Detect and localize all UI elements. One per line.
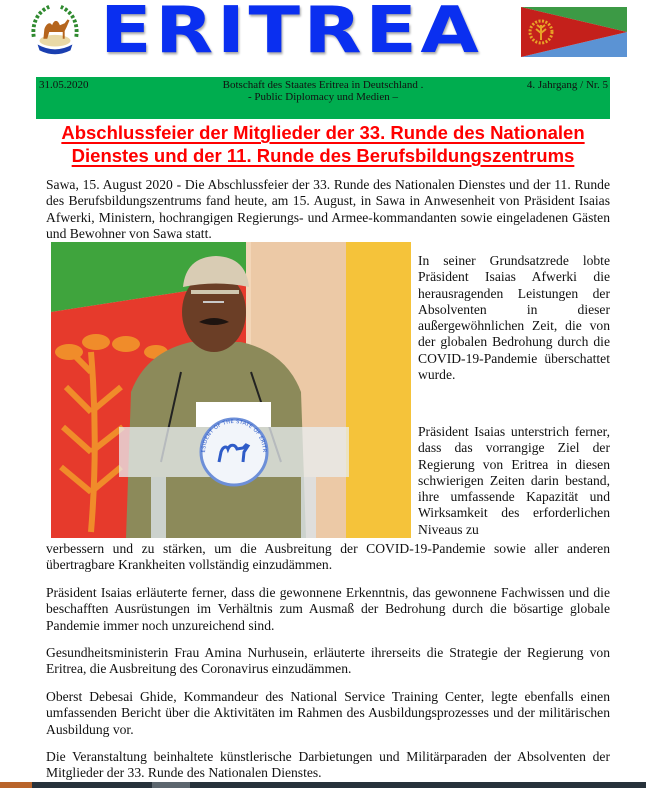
bottom-bar-accent	[0, 782, 32, 788]
issue-date: 31.05.2020	[39, 79, 89, 91]
masthead-banner	[36, 77, 610, 119]
issue-number: 4. Jahrgang / Nr. 5	[526, 79, 608, 91]
podium-seal-text-path: ESIDENT OF THE STATE OF ERITR	[200, 418, 268, 453]
paragraph-health-minister: Gesundheitsministerin Frau Amina Nurhusein, erläuterte ihrerseits die Strategie der Regierung von Eritrea, die Ausbreitung des Coronavirus einzudämmen.	[46, 645, 610, 677]
side-paragraph-2: Präsident Isaias unterstrich ferner, dass das vorrangige Ziel der Regierung von Eritrea in diesen schwierigen Zeiten darin bestand, ihre umfassende Kapazität und Wirksamkeit des erforderlichen Niveaus zu	[418, 424, 610, 537]
article-headline	[36, 121, 610, 167]
masthead-title: ERITREA	[100, 0, 483, 68]
intro-paragraph: Sawa, 15. August 2020 - Die Abschlussfeier der 33. Runde des Nationalen Dienstes und der 11. Runde des Berufsbildungszentrums fand heute, am 15. August, in Sawa in Anwesenheit von Präsident Isaias Afwerki, Ministern, hochrangigen Regierungs- und Armee-kommandanten sowie eingeladenen Gästen und Bewohner von Sawa statt.	[46, 177, 610, 241]
eritrea-flag-icon	[521, 7, 627, 57]
bottom-bar-segment	[152, 782, 190, 788]
headline-line-1: Abschlussfeier der Mitglieder der 33. Runde des Nationalen	[61, 122, 585, 143]
paragraph-training-center: Oberst Debesai Ghide, Kommandeur des National Service Training Center, legte ebenfalls einen umfassenden Bericht über die Aktivitäten im Rahmen des Ausbildungsprozesses und der militärischen Ausbildung vor.	[46, 689, 610, 737]
side-paragraph-1: In seiner Grundsatzrede lobte Präsident Isaias Afwerki die herausragenden Leistungen der Absolventen in dieser außergewöhnlichen Zeit, die von der globalen Bedrohung durch die COVID-19-Pandemie überschattet wurde.	[418, 253, 610, 383]
coat-of-arms-icon	[26, 2, 84, 60]
publisher-line-1: Botschaft des Staates Eritrea in Deutschland .	[222, 79, 424, 91]
president-at-podium-photo	[51, 242, 411, 538]
publisher	[36, 79, 610, 103]
paragraph-equipment: Präsident Isaias erläuterte ferner, dass die gewonnene Erkenntnis, das gewonnene Fachwissen und die beschafften Ausrüstungen im Verhältnis zum Ausmaß der Bedrohung durch die bösartige globale Pandemie immer noch unzureichend sind.	[46, 585, 610, 633]
publisher-line-2: - Public Diplomacy und Medien –	[247, 91, 398, 103]
headline-line-2: Dienstes und der 11. Runde des Berufsbildungszentrums	[71, 145, 575, 166]
paragraph-continued: verbessern und zu stärken, um die Ausbreitung der COVID-19-Pandemie sowie aller anderen übertragbare Krankheiten vollständig einzudämmen.	[46, 541, 610, 573]
masthead	[0, 0, 646, 68]
paragraph-event: Die Veranstaltung beinhaltete künstlerische Darbietungen und Militärparaden der Absolventen der Mitglieder der 33. Runde des Nationalen Dienstes.	[46, 749, 610, 781]
page-bottom-bar	[0, 782, 646, 788]
